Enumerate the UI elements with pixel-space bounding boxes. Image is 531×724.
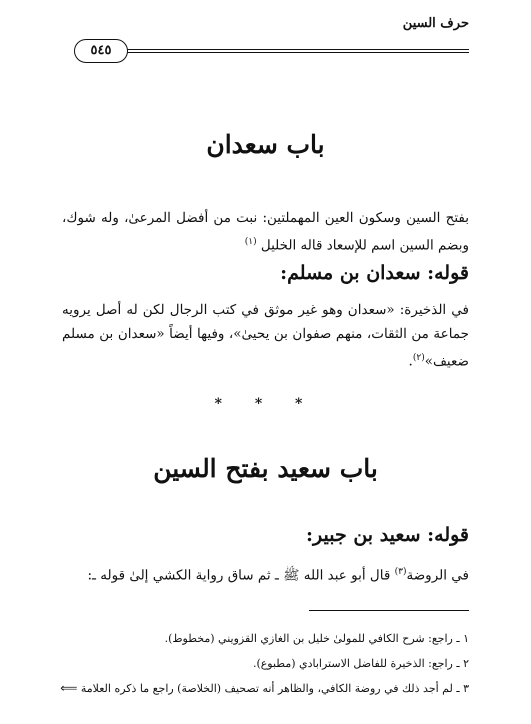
header-rule [124, 49, 469, 50]
paragraph-sadan-definition [62, 206, 469, 258]
chapter-title-sadan: باب سعدان [206, 130, 325, 159]
header-rule-inner [124, 52, 469, 53]
footnote-ref-3[interactable]: (٣) [394, 567, 407, 577]
footnotes [62, 626, 469, 701]
footnote-ref-1[interactable]: (١) [244, 237, 257, 247]
footnote-2: ٢ ـ راجع: الذخيرة للفاضل الاسترابادي (مطبوع). [252, 657, 469, 670]
dhakhira-quote: في الذخيرة: «سعدان وهو غير موثق في كتب الرجال لكن له أصل يرويه جماعة من الثقات، منهم صفوان بن يحيىٰ»، وفيها أيضاً «سعدان بن مسلم ضعيف» [62, 302, 469, 370]
footnote-3-text: ٣ ـ لم أجد ذلك في روضة الكافي، والظاهر أنه تصحيف (الخلاصة) راجع ما ذكره العلامة [80, 682, 469, 695]
lemma-sadan-ibn-muslim: قوله: سعدان بن مسلم: [280, 262, 469, 284]
page-number: ٥٤٥ [74, 39, 128, 63]
footnote-1: ١ ـ راجع: شرح الكافي للمولىٰ خليل بن الغازي القزويني (مخطوط). [164, 632, 469, 645]
footnote-3 [62, 676, 469, 701]
chapter-title-said: باب سعيد بفتح السين [153, 454, 378, 483]
paragraph-said-rawda [62, 560, 469, 588]
section-separator: * * * [214, 396, 317, 412]
continuation-arrow-icon: ⟸ [60, 681, 78, 695]
lemma-said-ibn-jubayr: قوله: سعيد بن جبير: [306, 524, 469, 546]
rawda-text-start: في الروضة [406, 567, 469, 584]
footnote-ref-2[interactable]: (٢) [412, 353, 425, 363]
period: . [408, 353, 413, 370]
running-head: حرف السين [402, 16, 469, 31]
rawda-text-end: قال أبو عبد الله ﷺ ـ ثم ساق رواية الكشي إلىٰ قوله ـ: [87, 567, 395, 584]
footnote-rule [309, 610, 469, 611]
paragraph-sadan-dhakhira [62, 298, 469, 374]
definition-text: بفتح السين وسكون العين المهملتين: نبت من أفضل المرعىٰ، وله شوك، وبضم السين اسم للإسعاد قاله الخليل [62, 210, 469, 254]
